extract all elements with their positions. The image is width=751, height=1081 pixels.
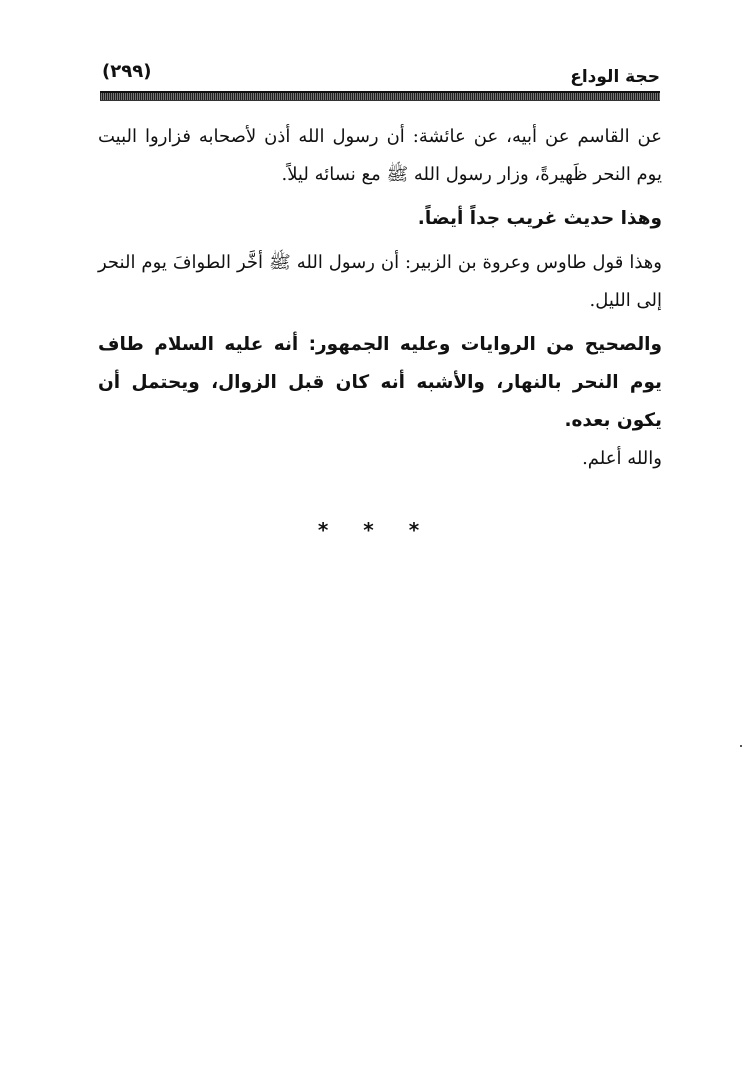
section-separator: * * * <box>317 518 434 542</box>
page-header <box>100 58 660 88</box>
paragraph-gharib-note: وهذا حديث غريب جداً أيضاً. <box>417 208 662 229</box>
scan-speck <box>740 745 742 747</box>
running-title: حجة الوداع <box>570 67 660 87</box>
paragraph-tawus-urwa: وهذا قول طاوس وعروة بن الزبير: أن رسول الله ﷺ أخَّر الطوافَ يوم النحر إلى الليل. <box>98 252 662 311</box>
paragraph-sahih-conclusion: والصحيح من الروايات وعليه الجمهور: أنه عليه السلام طاف يوم النحر بالنهار، والأشبه أنه كان قبل الزوال، ويحتمل أن يكون بعده. <box>98 334 662 431</box>
paragraph-allahu-alam: والله أعلم. <box>582 448 662 469</box>
paragraph-hadith-aisha: عن القاسم عن أبيه، عن عائشة: أن رسول الله أذن لأصحابه فزاروا البيت يوم النحر ظَهيرةً، وزار رسول الله ﷺ مع نسائه ليلاً. <box>98 126 662 185</box>
page-body <box>98 118 662 478</box>
header-rule <box>100 91 660 101</box>
page-number: (٢٩٩) <box>102 61 152 82</box>
